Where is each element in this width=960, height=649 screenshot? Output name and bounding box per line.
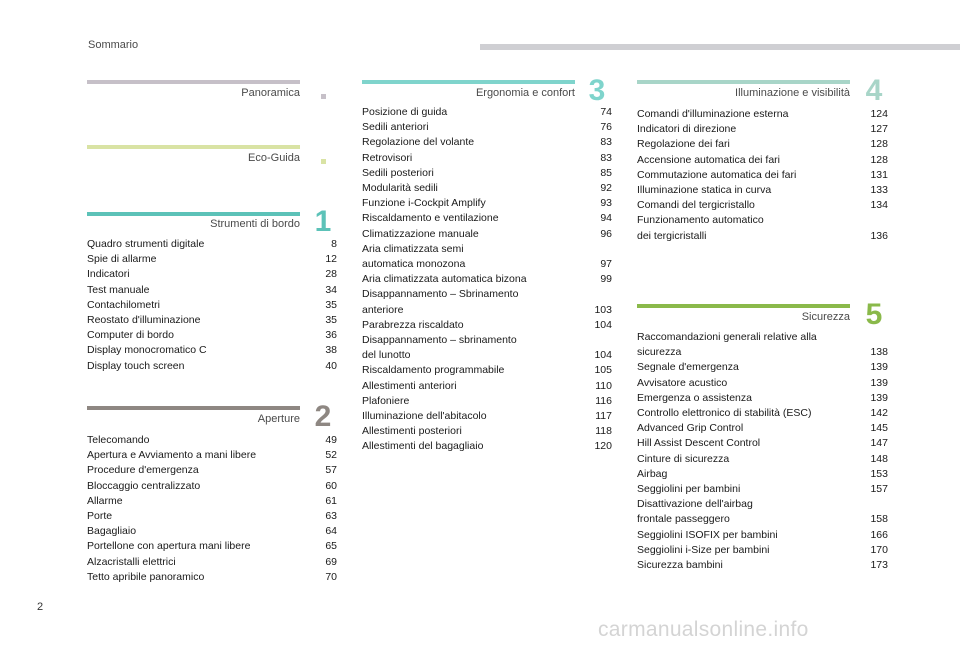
toc-entry-page: 116: [595, 394, 612, 407]
page-number: 2: [37, 601, 44, 613]
toc-entry[interactable]: [637, 497, 888, 527]
toc-entry-label: Bloccaggio centralizzato: [87, 479, 201, 492]
section-number-3: 3: [588, 74, 606, 107]
toc-entry-page: 64: [325, 525, 337, 538]
toc-entry-page: 117: [595, 410, 612, 423]
toc-entry-page: 35: [325, 314, 337, 327]
toc-entry-label: Illuminazione statica in curva: [637, 184, 772, 197]
toc-entry[interactable]: [87, 328, 337, 343]
toc-entry[interactable]: [87, 343, 337, 358]
toc-entry-label: Indicatori: [87, 268, 130, 281]
toc-entry-label: Disappannamento – sbrinamento del lunotto: [362, 334, 517, 362]
toc-entry[interactable]: [637, 122, 888, 137]
toc-entry[interactable]: [362, 363, 612, 378]
toc-entry-page: 8: [331, 238, 337, 250]
toc-entry[interactable]: [362, 211, 612, 226]
toc-entry[interactable]: [637, 107, 888, 122]
toc-entry-page: 139: [870, 361, 888, 374]
section-bar-eco-guida: [87, 145, 300, 149]
toc-entry-page: 110: [595, 379, 612, 392]
toc-list-aperture: [87, 433, 337, 585]
toc-list-illuminazione: [637, 107, 888, 244]
toc-entry[interactable]: [362, 166, 612, 181]
toc-entry-label: Seggiolini per bambini: [637, 483, 741, 496]
toc-entry-page: 70: [325, 570, 337, 583]
toc-entry[interactable]: [637, 183, 888, 198]
toc-entry-page: 99: [600, 273, 612, 286]
toc-entry[interactable]: [87, 463, 337, 478]
toc-entry-page: 85: [600, 166, 612, 179]
toc-entry-label: Emergenza o assistenza: [637, 391, 752, 404]
toc-entry-label: Parabrezza riscaldato: [362, 318, 464, 331]
section-title-strumenti[interactable]: Strumenti di bordo: [210, 218, 300, 230]
toc-entry[interactable]: [87, 359, 337, 374]
toc-entry[interactable]: [362, 394, 612, 409]
toc-entry[interactable]: [637, 436, 888, 451]
section-number-5: 5: [865, 298, 883, 331]
toc-entry[interactable]: [362, 333, 612, 363]
toc-entry[interactable]: [87, 298, 337, 313]
toc-entry-page: 74: [600, 106, 612, 118]
toc-entry[interactable]: [637, 376, 888, 391]
toc-entry[interactable]: [637, 452, 888, 467]
toc-entry-label: Comandi del tergicristallo: [637, 199, 755, 212]
watermark: carmanualsonline.info: [598, 618, 809, 641]
toc-entry-page: 142: [870, 407, 888, 420]
section-marker-eco-guida: [321, 159, 326, 164]
toc-entry[interactable]: [362, 151, 612, 166]
toc-entry-label: Segnale d'emergenza: [637, 361, 739, 374]
toc-entry-page: 166: [870, 528, 888, 541]
toc-entry[interactable]: [87, 539, 337, 554]
toc-entry-page: 128: [870, 153, 888, 166]
toc-entry[interactable]: [87, 283, 337, 298]
toc-entry[interactable]: [87, 313, 337, 328]
section-bar-ergonomia: [362, 80, 575, 84]
toc-entry-page: 60: [325, 479, 337, 492]
toc-entry-page: 92: [600, 182, 612, 195]
section-number-1: 1: [314, 205, 332, 238]
toc-entry[interactable]: [637, 467, 888, 482]
header-bar: [480, 44, 960, 50]
toc-entry-label: Illuminazione dell'abitacolo: [362, 410, 487, 423]
toc-entry[interactable]: [637, 213, 888, 243]
section-title-aperture[interactable]: Aperture: [257, 413, 300, 425]
toc-entry[interactable]: [362, 379, 612, 394]
toc-entry-page: 136: [870, 229, 888, 242]
toc-entry-page: 12: [325, 253, 337, 266]
toc-entry-label: Modularità sedili: [362, 182, 438, 195]
toc-entry-page: 38: [325, 344, 337, 357]
toc-entry-page: 63: [325, 510, 337, 523]
toc-entry[interactable]: [87, 524, 337, 539]
toc-entry-page: 127: [870, 123, 888, 136]
toc-entry-page: 153: [870, 467, 888, 480]
toc-entry-label: Procedure d'emergenza: [87, 464, 199, 477]
toc-entry-page: 83: [600, 151, 612, 164]
toc-entry-label: Allarme: [87, 494, 123, 507]
toc-entry[interactable]: [362, 272, 612, 287]
toc-entry[interactable]: [87, 252, 337, 267]
toc-entry-label: Display touch screen: [87, 359, 185, 372]
toc-entry-label: Comandi d'illuminazione esterna: [637, 108, 789, 120]
toc-entry-page: 28: [325, 268, 337, 281]
toc-entry-label: Seggiolini ISOFIX per bambini: [637, 528, 778, 541]
toc-entry-page: 139: [870, 376, 888, 389]
toc-entry-label: Regolazione dei fari: [637, 138, 730, 151]
toc-entry[interactable]: [87, 448, 337, 463]
toc-entry-label: Sedili anteriori: [362, 121, 429, 134]
section-title-panoramica[interactable]: Panoramica: [241, 87, 300, 99]
toc-entry-label: Airbag: [637, 467, 668, 480]
toc-entry-page: 49: [325, 434, 337, 446]
toc-entry-label: Funzionamento automatico dei tergicristalli: [637, 214, 764, 242]
toc-entry-page: 69: [325, 555, 337, 568]
toc-entry[interactable]: [362, 287, 612, 317]
section-bar-illuminazione: [637, 80, 850, 84]
toc-entry[interactable]: [87, 494, 337, 509]
toc-entry[interactable]: [87, 570, 337, 585]
toc-entry-page: 133: [870, 184, 888, 197]
toc-entry-label: Commutazione automatica dei fari: [637, 168, 797, 181]
toc-list-ergonomia: [362, 105, 612, 455]
toc-entry[interactable]: [362, 439, 612, 454]
toc-entry-label: Allestimenti anteriori: [362, 379, 457, 392]
toc-entry-label: Sedili posteriori: [362, 166, 434, 179]
toc-entry-page: 103: [594, 303, 612, 316]
section-marker-panoramica: [321, 94, 326, 99]
section-number-4: 4: [865, 74, 883, 107]
toc-entry-label: Computer di bordo: [87, 329, 174, 342]
toc-entry-page: 148: [870, 452, 888, 465]
toc-entry-page: 147: [870, 437, 888, 450]
toc-entry-label: Aria climatizzata automatica bizona: [362, 273, 527, 286]
toc-entry[interactable]: [87, 267, 337, 282]
toc-entry-page: 65: [325, 540, 337, 553]
toc-entry[interactable]: [637, 153, 888, 168]
toc-entry-page: 96: [600, 227, 612, 240]
page-header-title: Sommario: [88, 39, 139, 51]
section-number-2: 2: [314, 400, 332, 433]
section-bar-strumenti: [87, 212, 300, 216]
toc-entry-label: Hill Assist Descent Control: [637, 437, 761, 450]
toc-entry[interactable]: [87, 509, 337, 524]
toc-entry-page: 158: [870, 513, 888, 526]
toc-entry-label: Reostato d'illuminazione: [87, 314, 201, 327]
toc-entry[interactable]: [637, 198, 888, 213]
toc-entry-page: 94: [600, 212, 612, 225]
toc-entry-label: Funzione i-Cockpit Amplify: [362, 197, 486, 210]
toc-entry[interactable]: [87, 555, 337, 570]
toc-entry-label: Sicurezza bambini: [637, 559, 723, 572]
toc-entry-label: Disattivazione dell'airbag frontale passeggero: [637, 498, 753, 526]
toc-entry-page: 61: [325, 494, 337, 507]
toc-entry[interactable]: [637, 168, 888, 183]
toc-entry-label: Display monocromatico C: [87, 344, 207, 357]
toc-entry-page: 97: [600, 258, 612, 271]
toc-entry-label: Indicatori di direzione: [637, 123, 737, 136]
toc-entry-label: Alzacristalli elettrici: [87, 555, 176, 568]
toc-entry[interactable]: [637, 330, 888, 360]
toc-entry-label: Controllo elettronico di stabilità (ESC): [637, 407, 812, 420]
toc-entry[interactable]: [87, 433, 337, 448]
section-title-illuminazione[interactable]: Illuminazione e visibilità: [735, 87, 850, 99]
toc-entry-label: Climatizzazione manuale: [362, 227, 479, 240]
toc-entry[interactable]: [637, 558, 888, 573]
toc-entry-label: Spie di allarme: [87, 253, 157, 266]
toc-entry-label: Disappannamento – Sbrinamento anteriore: [362, 288, 519, 316]
toc-entry[interactable]: [637, 421, 888, 436]
section-bar-panoramica: [87, 80, 300, 84]
toc-entry-label: Telecomando: [87, 434, 150, 446]
toc-entry-label: Riscaldamento programmabile: [362, 364, 505, 377]
section-title-sicurezza[interactable]: Sicurezza: [801, 311, 850, 323]
section-bar-sicurezza: [637, 304, 850, 308]
section-title-eco-guida[interactable]: Eco-Guida: [248, 152, 300, 164]
section-title-ergonomia[interactable]: Ergonomia e confort: [475, 87, 575, 99]
toc-entry-page: 105: [594, 364, 612, 377]
toc-entry[interactable]: [362, 242, 612, 272]
toc-entry-label: Porte: [87, 510, 113, 523]
toc-entry-page: 93: [600, 197, 612, 210]
toc-entry-label: Seggiolini i-Size per bambini: [637, 543, 770, 556]
toc-entry-page: 35: [325, 298, 337, 311]
toc-entry[interactable]: [87, 237, 337, 252]
toc-entry-page: 118: [595, 425, 612, 438]
toc-entry-page: 36: [325, 329, 337, 342]
toc-entry-label: Allestimenti posteriori: [362, 425, 462, 438]
toc-entry[interactable]: [87, 479, 337, 494]
toc-list-sicurezza: [637, 330, 888, 573]
toc-entry-label: Raccomandazioni generali relative alla sicurezza: [637, 331, 817, 359]
toc-entry[interactable]: [637, 406, 888, 421]
toc-entry[interactable]: [637, 137, 888, 152]
toc-entry-page: 139: [870, 391, 888, 404]
toc-entry-page: 34: [325, 283, 337, 296]
toc-entry-page: 173: [870, 559, 888, 572]
toc-entry-label: Test manuale: [87, 283, 150, 296]
toc-entry-label: Avvisatore acustico: [637, 376, 728, 389]
toc-entry-label: Riscaldamento e ventilazione: [362, 212, 499, 225]
toc-entry-page: 145: [870, 422, 888, 435]
toc-entry-label: Tetto apribile panoramico: [87, 570, 205, 583]
toc-entry[interactable]: [637, 543, 888, 558]
toc-entry-label: Apertura e Avviamento a mani libere: [87, 449, 257, 462]
toc-entry-page: 57: [325, 464, 337, 477]
toc-entry-page: 83: [600, 136, 612, 149]
toc-entry[interactable]: [362, 120, 612, 135]
toc-entry-label: Allestimenti del bagagliaio: [362, 440, 484, 453]
toc-entry-page: 124: [870, 108, 888, 120]
toc-entry[interactable]: [362, 318, 612, 333]
toc-entry-label: Posizione di guida: [362, 106, 448, 118]
toc-entry[interactable]: [362, 409, 612, 424]
toc-entry-label: Accensione automatica dei fari: [637, 153, 780, 166]
toc-entry-label: Quadro strumenti digitale: [87, 238, 205, 250]
toc-entry-label: Aria climatizzata semi automatica monozona: [362, 242, 466, 271]
toc-entry-page: 52: [325, 449, 337, 462]
toc-entry-label: Advanced Grip Control: [637, 422, 744, 435]
toc-entry-page: 138: [870, 346, 888, 359]
toc-entry-page: 104: [594, 349, 612, 362]
toc-entry-page: 40: [325, 359, 337, 372]
toc-entry-label: Regolazione del volante: [362, 136, 475, 149]
toc-entry-page: 128: [870, 138, 888, 151]
toc-entry-label: Retrovisori: [362, 151, 413, 164]
toc-entry[interactable]: [637, 391, 888, 406]
toc-entry[interactable]: [637, 528, 888, 543]
toc-entry-label: Cinture di sicurezza: [637, 452, 730, 465]
toc-entry-label: Plafoniere: [362, 394, 410, 407]
toc-entry-page: 134: [870, 199, 888, 212]
toc-entry-page: 131: [870, 168, 888, 181]
toc-entry[interactable]: [362, 181, 612, 196]
toc-entry-label: Bagagliaio: [87, 525, 137, 538]
toc-entry[interactable]: [362, 424, 612, 439]
toc-entry[interactable]: [362, 105, 612, 120]
toc-entry[interactable]: [362, 135, 612, 150]
toc-entry[interactable]: [362, 196, 612, 211]
toc-entry-label: Contachilometri: [87, 298, 160, 311]
toc-entry-label: Portellone con apertura mani libere: [87, 540, 251, 553]
toc-entry-page: 170: [870, 543, 888, 556]
toc-entry[interactable]: [637, 360, 888, 375]
toc-entry-page: 120: [594, 440, 612, 453]
toc-entry[interactable]: [362, 227, 612, 242]
toc-list-strumenti: [87, 237, 337, 374]
toc-entry[interactable]: [637, 482, 888, 497]
toc-entry-page: 104: [594, 318, 612, 331]
toc-entry-page: 76: [600, 121, 612, 134]
toc-entry-page: 157: [870, 483, 888, 496]
section-bar-aperture: [87, 406, 300, 410]
